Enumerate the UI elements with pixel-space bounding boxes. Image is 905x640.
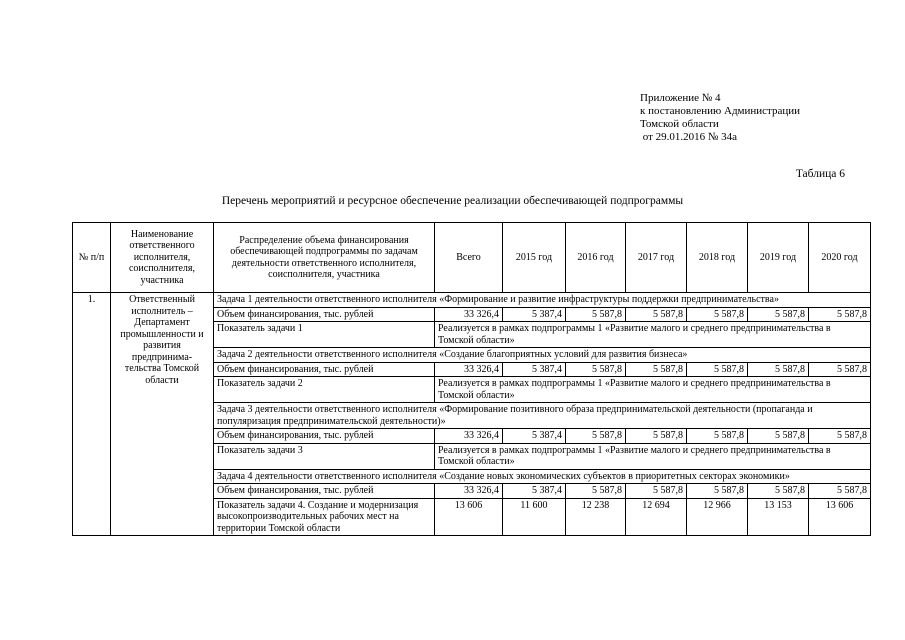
task-row [73,293,871,308]
indicator-label: Показатель задачи 2 [214,377,435,403]
volume-2016: 5 587,8 [566,307,626,322]
volume-2020: 5 587,8 [809,429,871,444]
task-title: Задача 2 деятельности ответственного исполнителя «Создание благоприятных условий для развития бизнеса» [214,348,871,363]
volume-label: Объем финансирования, тыс. рублей [214,484,435,499]
volume-label: Объем финансирования, тыс. рублей [214,429,435,444]
volume-2015: 5 387,4 [503,429,566,444]
volume-total: 33 326,4 [435,429,503,444]
indicator-text: Реализуется в рамках подпрограммы 1 «Развитие малого и среднего предпринимательства в Томской области» [435,377,871,403]
task-title: Задача 1 деятельности ответственного исполнителя «Формирование и развитие инфраструктуры поддержки предпринимательства» [214,293,871,308]
volume-2015: 5 387,4 [503,362,566,377]
indicator-total: 13 606 [435,498,503,536]
volume-2018: 5 587,8 [687,307,748,322]
executor-cell: Ответственный исполнитель – Департамент промышленности и развития предпринима-тельства Томской области [111,293,214,536]
indicator-2019: 13 153 [748,498,809,536]
volume-2016: 5 587,8 [566,362,626,377]
table-number: Таблица 6 [795,168,845,180]
appendix-line-2: к постановлению Администрации [640,105,801,117]
appendix-line-3: Томской области [640,118,719,130]
task-title: Задача 3 деятельности ответственного исполнителя «Формирование позитивного образа предпринимательской деятельности (пропаганда и популяризация предпринимательской деятельности)» [214,403,871,429]
header-executor: Наименование ответственного исполнителя, соисполнителя, участника [111,223,214,293]
volume-2020: 5 587,8 [809,484,871,499]
volume-2017: 5 587,8 [626,362,687,377]
volume-2015: 5 387,4 [503,307,566,322]
task-title: Задача 4 деятельности ответственного исполнителя «Создание новых экономических субъектов в приоритетных секторах экономики» [214,469,871,484]
volume-total: 33 326,4 [435,484,503,499]
indicator-label: Показатель задачи 4. Создание и модернизация высокопроизводительных рабочих мест на территории Томской области [214,498,435,536]
volume-2018: 5 587,8 [687,429,748,444]
volume-total: 33 326,4 [435,362,503,377]
appendix-line-4: от 29.01.2016 № 34а [640,131,738,143]
header-2020: 2020 год [809,223,871,293]
header-row [73,223,871,293]
volume-2018: 5 587,8 [687,362,748,377]
volume-2016: 5 587,8 [566,429,626,444]
indicator-text: Реализуется в рамках подпрограммы 1 «Развитие малого и среднего предпринимательства в Томской области» [435,443,871,469]
header-2016: 2016 год [566,223,626,293]
volume-2020: 5 587,8 [809,362,871,377]
indicator-2018: 12 966 [687,498,748,536]
appendix-line-1: Приложение № 4 [640,92,721,104]
header-2015: 2015 год [503,223,566,293]
header-2018: 2018 год [687,223,748,293]
indicator-label: Показатель задачи 3 [214,443,435,469]
indicator-text: Реализуется в рамках подпрограммы 1 «Развитие малого и среднего предпринимательства в Томской области» [435,322,871,348]
appendix-block [640,92,800,144]
volume-total: 33 326,4 [435,307,503,322]
header-distribution: Распределение объема финансирования обеспечивающей подпрограммы по задачам деятельности ответственного исполнителя, соисполнителя, участника [214,223,435,293]
volume-2016: 5 587,8 [566,484,626,499]
header-2017: 2017 год [626,223,687,293]
volume-label: Объем финансирования, тыс. рублей [214,307,435,322]
volume-2017: 5 587,8 [626,307,687,322]
document-title: Перечень мероприятий и ресурсное обеспечение реализации обеспечивающей подпрограммы [221,195,684,207]
indicator-label: Показатель задачи 1 [214,322,435,348]
volume-2019: 5 587,8 [748,362,809,377]
resources-table [72,222,871,536]
indicator-2016: 12 238 [566,498,626,536]
indicator-2017: 12 694 [626,498,687,536]
row-number: 1. [73,293,111,536]
volume-2019: 5 587,8 [748,429,809,444]
volume-label: Объем финансирования, тыс. рублей [214,362,435,377]
indicator-2020: 13 606 [809,498,871,536]
volume-2019: 5 587,8 [748,307,809,322]
header-total: Всего [435,223,503,293]
header-num: № п/п [73,223,111,293]
volume-2017: 5 587,8 [626,484,687,499]
indicator-2015: 11 600 [503,498,566,536]
volume-2018: 5 587,8 [687,484,748,499]
volume-2015: 5 387,4 [503,484,566,499]
volume-2020: 5 587,8 [809,307,871,322]
volume-2017: 5 587,8 [626,429,687,444]
volume-2019: 5 587,8 [748,484,809,499]
header-2019: 2019 год [748,223,809,293]
